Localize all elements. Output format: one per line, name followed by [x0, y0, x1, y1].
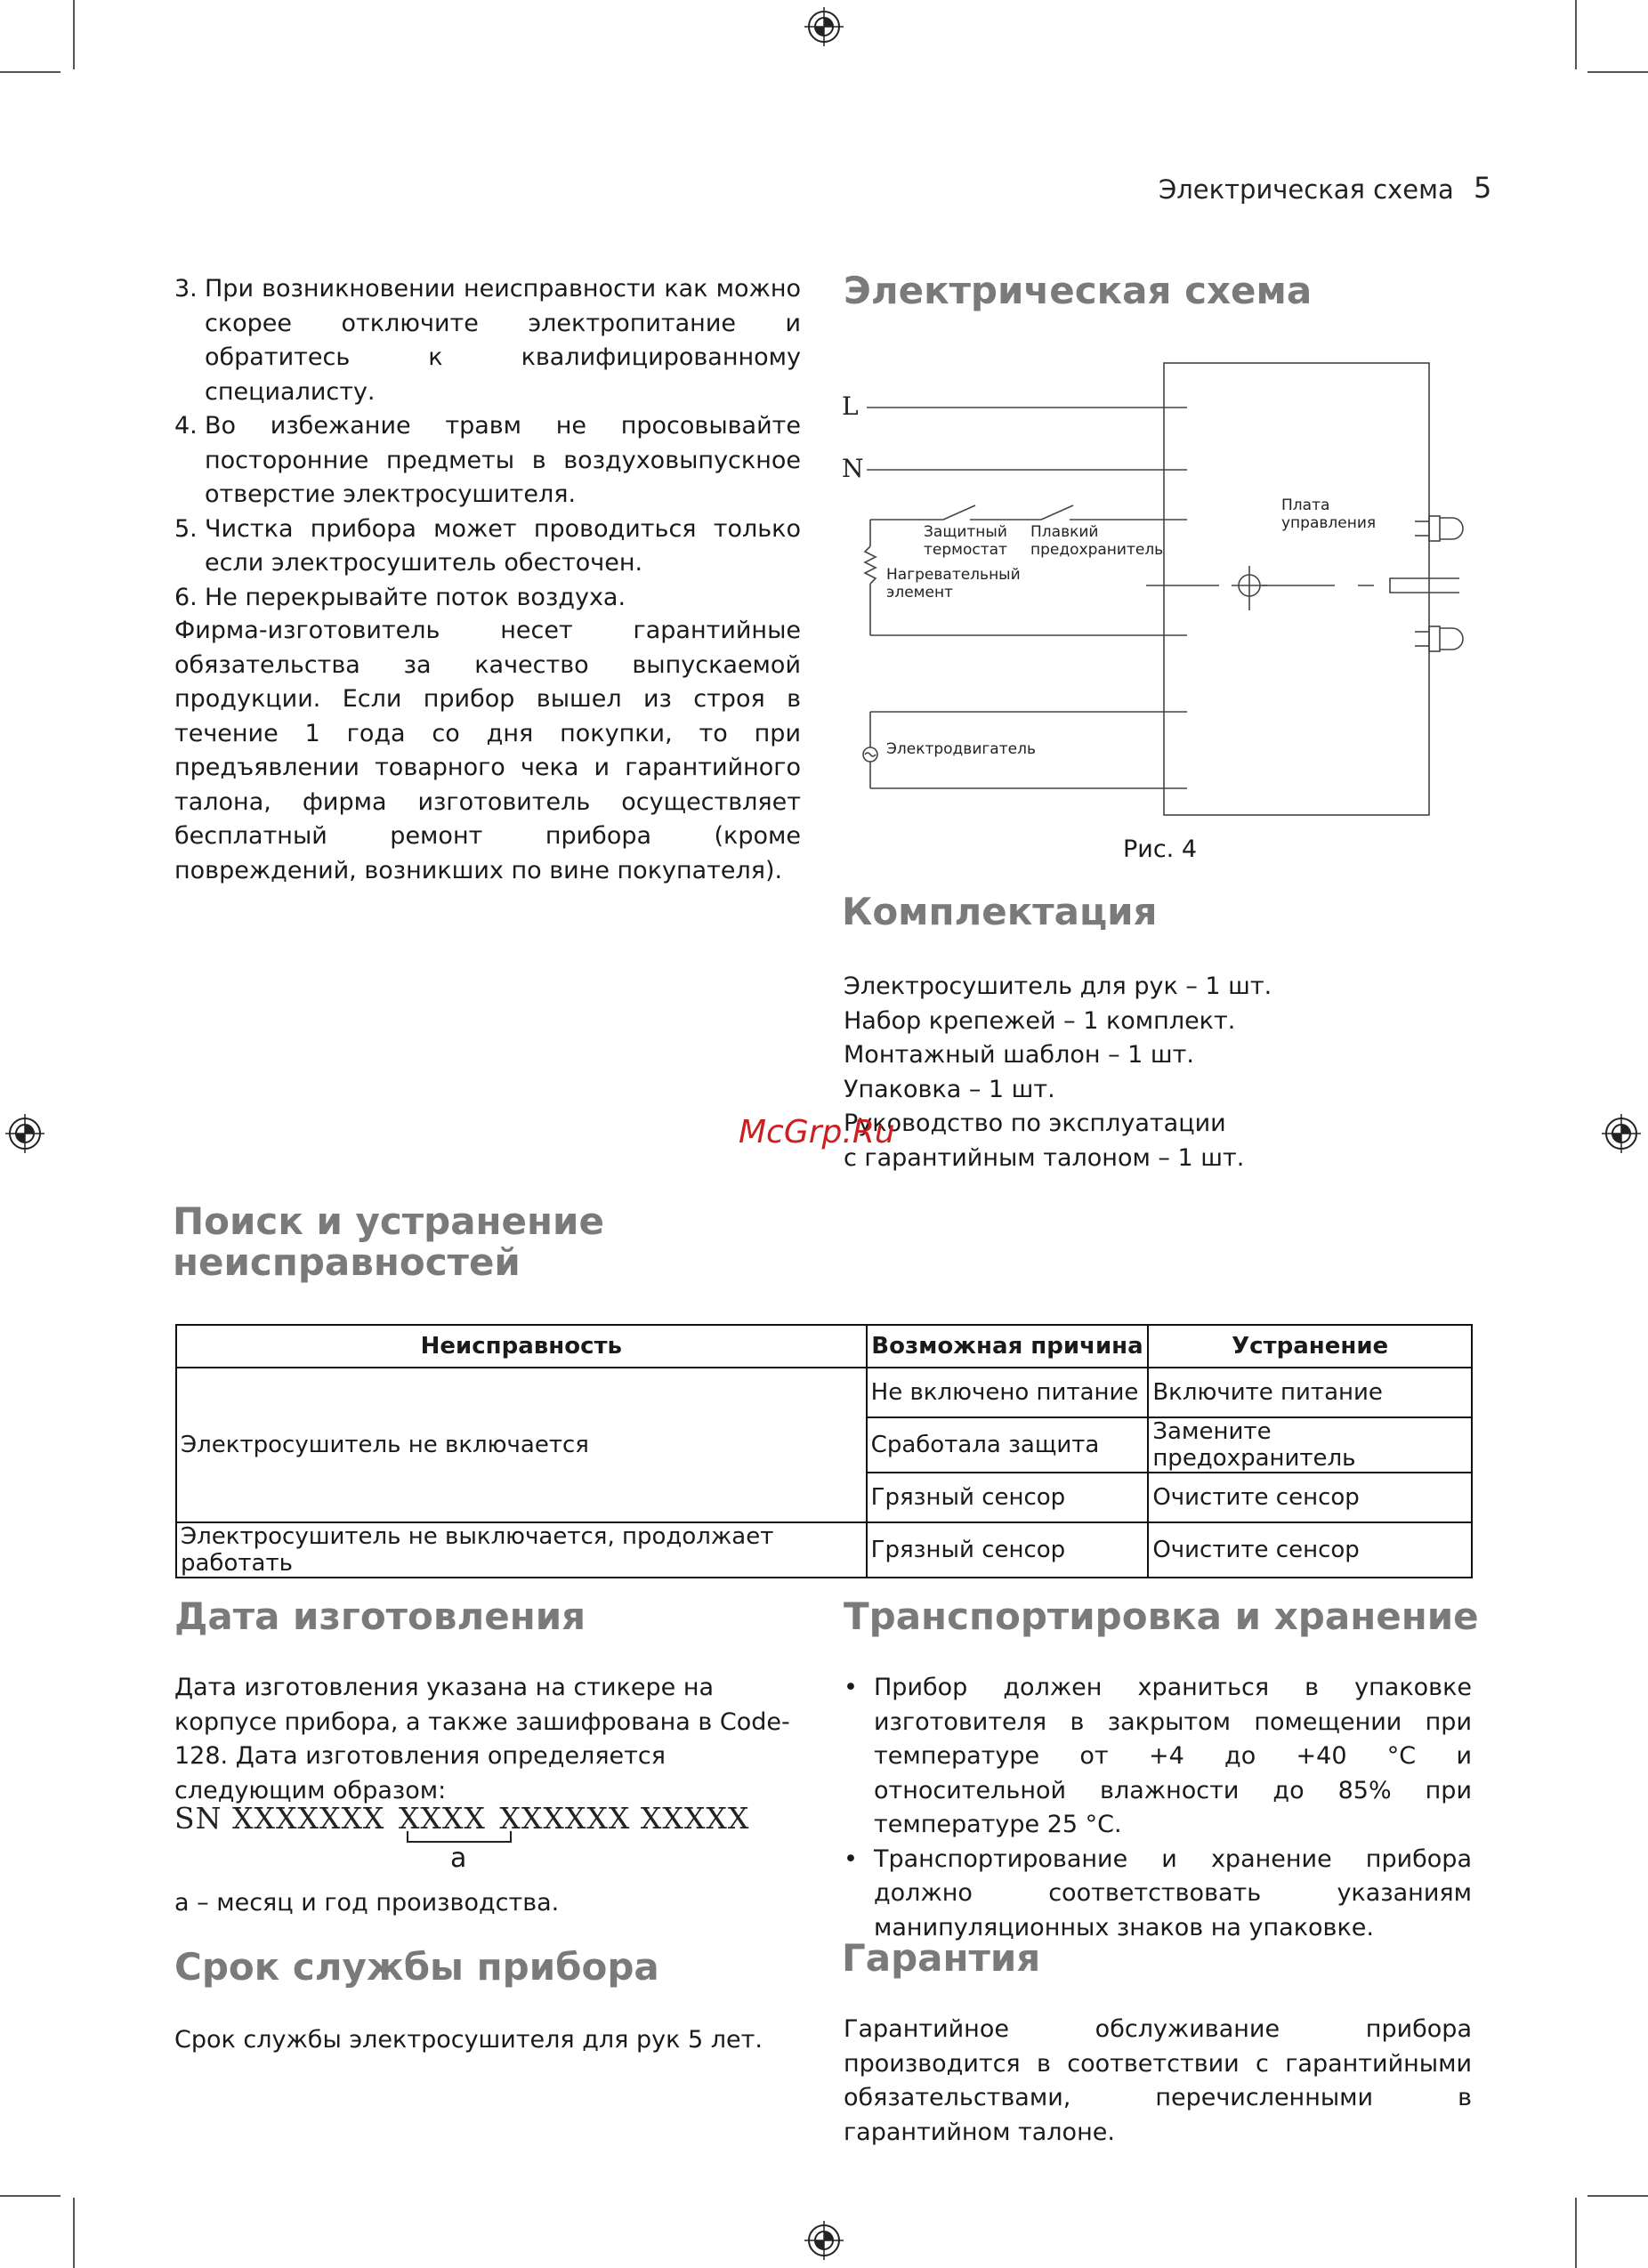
fuse-label: Плавкий предохранитель: [1030, 523, 1164, 559]
column-header-fault: Неисправность: [176, 1325, 867, 1368]
list-item: 5. Чистка прибора может проводиться только если электросушитель обесточен.: [174, 514, 801, 577]
fix-cell: Замените предохранитель: [1148, 1417, 1472, 1473]
kit-list: [844, 970, 1484, 1175]
list-item: Руководство по эксплуатации: [844, 1110, 1226, 1137]
list-item: 6. Не перекрывайте поток воздуха.: [174, 583, 626, 611]
safety-instructions-list: [174, 272, 801, 615]
cause-cell: Грязный сенсор: [867, 1473, 1149, 1522]
page-number: 5: [1474, 171, 1492, 205]
heater-label: Нагревательный элемент: [886, 566, 1021, 601]
column-header-fix: Устранение: [1148, 1325, 1472, 1368]
cause-cell: Не включено питание: [867, 1368, 1149, 1417]
serial-number-format: SN XXXXXXX XXXX XXXXXX XXXXX: [174, 1801, 750, 1836]
serial-date-legend: a – месяц и год производства.: [174, 1889, 560, 1917]
list-item: Электросушитель для рук – 1 шт.: [844, 973, 1272, 1000]
schematic-heading: Электрическая схема: [844, 269, 1313, 312]
crop-mark: [1575, 2198, 1577, 2268]
crop-mark: [1587, 2195, 1648, 2197]
serial-date-segment: XXXX: [398, 1801, 486, 1836]
cause-cell: Грязный сенсор: [867, 1522, 1149, 1578]
column-header-cause: Возможная причина: [867, 1325, 1149, 1368]
line-n-label: N: [842, 454, 864, 483]
fault-cell: Электросушитель не включается: [176, 1368, 867, 1522]
table-row: [176, 1368, 1472, 1417]
list-item: • Прибор должен храниться в упаковке изготовителя в закрытом помещении при температуре от +4 до +40 °С и относительной влажности до 85% при температуре 25 °С.: [844, 1674, 1472, 1838]
line-l-label: L: [842, 391, 859, 421]
crop-mark: [73, 2198, 75, 2268]
list-item: 3. При возникновении неисправности как можно скорее отключите электропитание и обратитесь к квалифицированному специалисту.: [174, 275, 801, 406]
warranty-obligations-paragraph: Фирма-изготовитель несет гарантийные обязательства за качество выпускаемой продукции. Если прибор вышел из строя в течение 1 года со дня покупки, то при предъявлении товарного чека и гарантийного талона, фирма изготовитель осуществляет бесплатный ремонт прибора (кроме повреждений, возникших по вине покупателя).: [174, 617, 801, 884]
watermark: McGrp.Ru: [739, 1114, 895, 1150]
list-item: • Транспортирование и хранение прибора должно соответствовать указаниям манипуляционных знаков на упаковке.: [844, 1844, 1472, 1941]
running-header-title: Электрическая схема: [1159, 174, 1454, 205]
figure-caption: Рис. 4: [1123, 835, 1198, 863]
manufacture-date-text: Дата изготовления указана на стикере на корпусе прибора, а также зашифрована в Code-128. Дата изготовления определяется следующим образом:: [174, 1674, 790, 1804]
control-board-label: Плата управления: [1281, 496, 1377, 532]
registration-mark-icon: [5, 1114, 44, 1153]
table-row: [176, 1522, 1472, 1578]
troubleshooting-heading: Поиск и устранение неисправностей: [173, 1199, 604, 1284]
kit-heading: Комплектация: [842, 890, 1158, 933]
list-item: 4. Во избежание травм не просовывайте посторонние предметы в воздуховыпускное отверстие электросушителя.: [174, 412, 801, 508]
table-header-row: [176, 1325, 1472, 1368]
fix-cell: Включите питание: [1148, 1368, 1472, 1417]
registration-mark-icon: [804, 7, 844, 46]
fix-cell: Очистите сенсор: [1148, 1473, 1472, 1522]
crop-mark: [0, 2195, 61, 2197]
serial-date-marker: a: [450, 1843, 467, 1874]
fault-cell: Электросушитель не выключается, продолжает работать: [176, 1522, 867, 1578]
cause-cell: Сработала защита: [867, 1417, 1149, 1473]
thermostat-label: Защитный термостат: [924, 523, 1007, 559]
registration-mark-icon: [804, 2221, 844, 2260]
crop-mark: [0, 71, 61, 73]
guarantee-text: Гарантийное обслуживание прибора производится в соответствии с гарантийными обязательствами, перечисленными в гарантийном талоне.: [844, 2015, 1472, 2146]
service-life-text: Срок службы электросушителя для рук 5 лет.: [174, 2026, 763, 2054]
transport-heading: Транспортировка и хранение: [844, 1594, 1479, 1638]
list-item: Упаковка – 1 шт.: [844, 1075, 1055, 1103]
crop-mark: [73, 0, 75, 69]
crop-mark: [1587, 71, 1648, 73]
guarantee-heading: Гарантия: [842, 1936, 1041, 1980]
fix-cell: Очистите сенсор: [1148, 1522, 1472, 1578]
manufacture-date-heading: Дата изготовления: [174, 1594, 586, 1638]
transport-list: [844, 1671, 1472, 1945]
list-item: с гарантийным талоном – 1 шт.: [844, 1143, 1245, 1172]
crop-mark: [1575, 0, 1577, 69]
motor-label: Электродвигатель: [886, 740, 1036, 758]
registration-mark-icon: [1602, 1114, 1641, 1153]
troubleshooting-table: [175, 1324, 1473, 1578]
service-life-heading: Срок службы прибора: [174, 1945, 659, 1989]
list-item: Набор крепежей – 1 комплект.: [844, 1006, 1236, 1035]
list-item: Монтажный шаблон – 1 шт.: [844, 1041, 1194, 1069]
